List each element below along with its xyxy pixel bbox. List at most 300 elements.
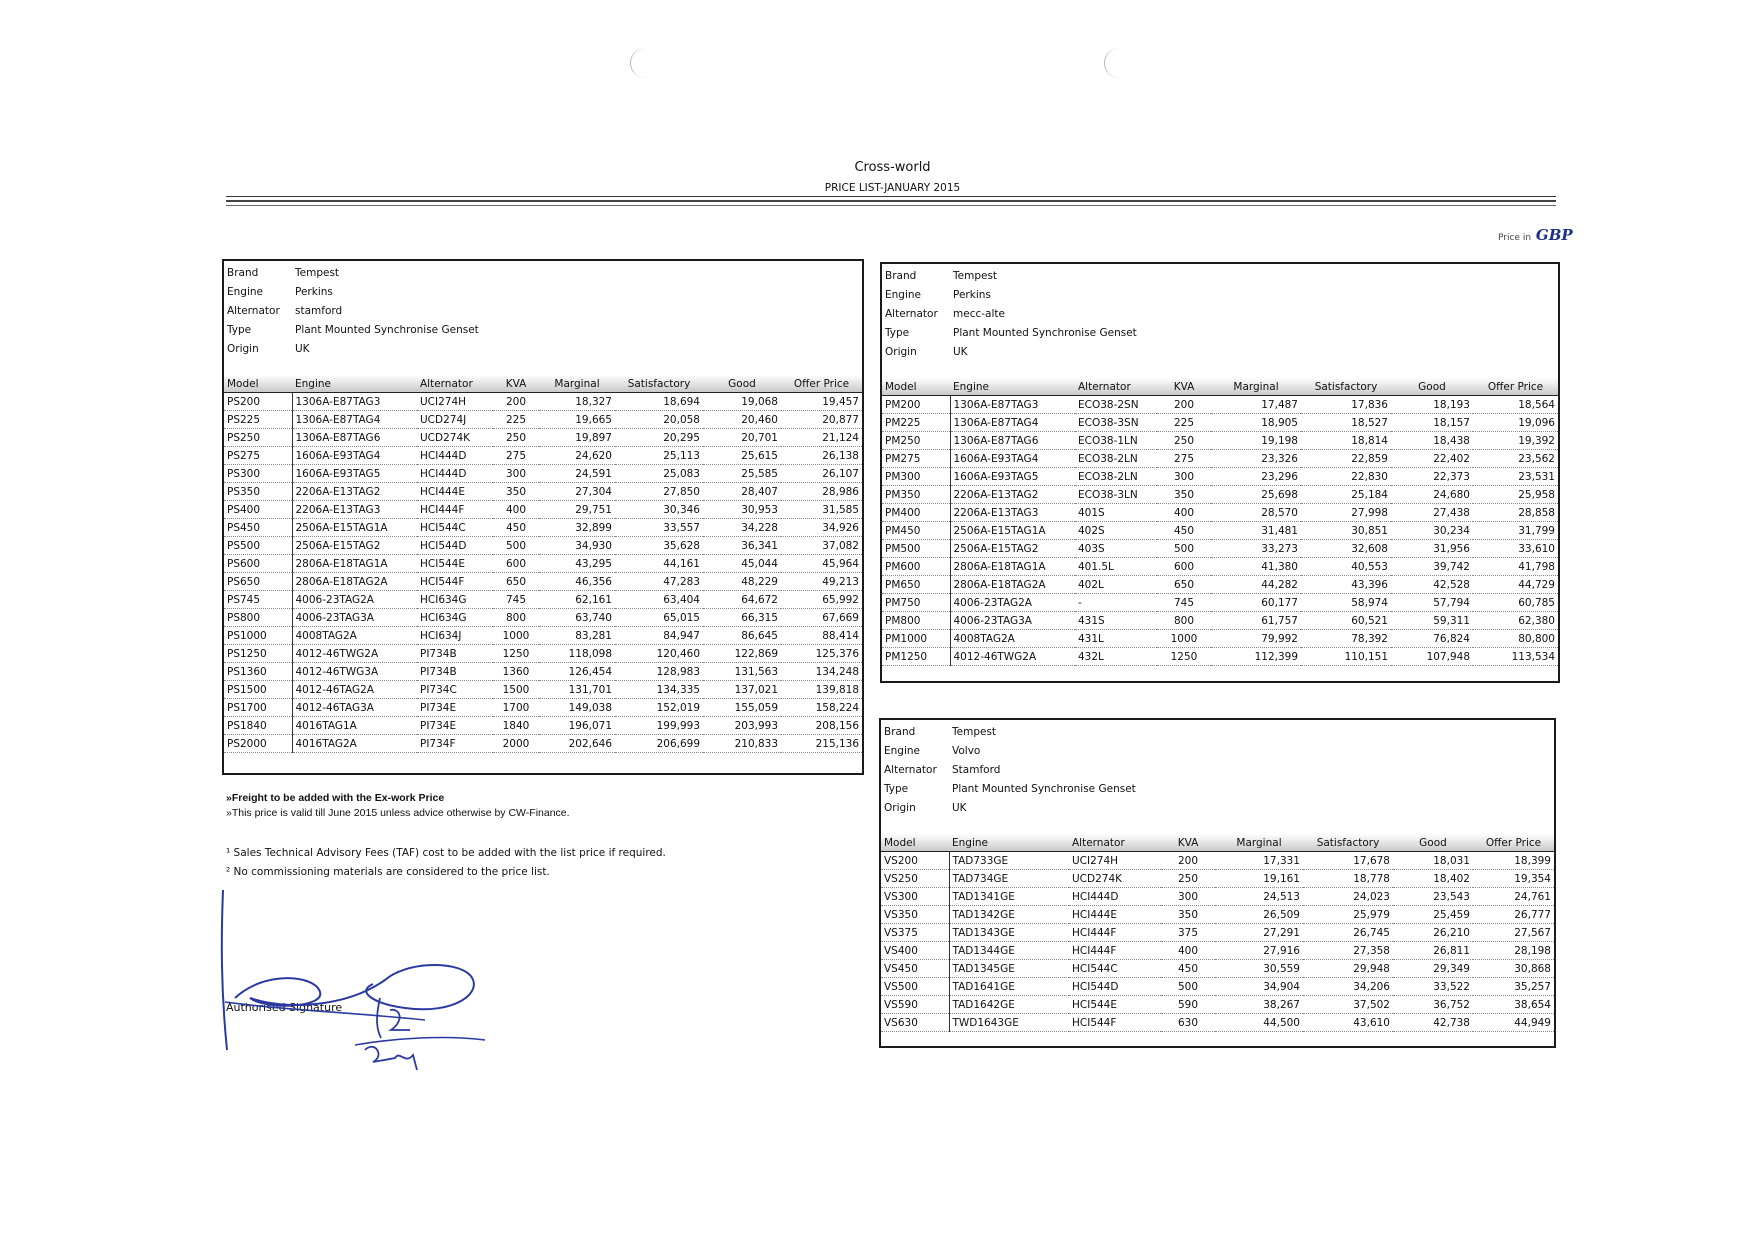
spec-label: Origin bbox=[227, 342, 259, 355]
column-header-kva: KVA bbox=[493, 375, 539, 393]
header-divider bbox=[226, 196, 1556, 197]
cell-satisfactory: 20,295 bbox=[615, 429, 703, 447]
cell-offer-price: 33,610 bbox=[1473, 540, 1558, 558]
cell-good: 29,349 bbox=[1393, 960, 1473, 978]
cell-good: 36,752 bbox=[1393, 996, 1473, 1014]
cell-kva: 400 bbox=[1157, 504, 1211, 522]
table-row bbox=[224, 483, 862, 501]
cell-engine: 2506A-E15TAG1A bbox=[950, 522, 1075, 540]
cell-marginal: 43,295 bbox=[539, 555, 615, 573]
cell-alternator: PI734C bbox=[417, 681, 493, 699]
cell-offer-price: 24,761 bbox=[1473, 888, 1554, 906]
cell-marginal: 79,992 bbox=[1211, 630, 1301, 648]
cell-good: 30,953 bbox=[703, 501, 781, 519]
cell-marginal: 19,198 bbox=[1211, 432, 1301, 450]
table-row bbox=[224, 663, 862, 681]
cell-model: VS350 bbox=[881, 906, 949, 924]
cell-offer-price: 134,248 bbox=[781, 663, 862, 681]
cell-model: PS800 bbox=[224, 609, 292, 627]
cell-engine: TAD1341GE bbox=[949, 888, 1069, 906]
cell-kva: 800 bbox=[493, 609, 539, 627]
cell-marginal: 24,591 bbox=[539, 465, 615, 483]
cell-offer-price: 38,654 bbox=[1473, 996, 1554, 1014]
cell-satisfactory: 60,521 bbox=[1301, 612, 1391, 630]
cell-engine: 4012-46TAG3A bbox=[292, 699, 417, 717]
cell-model: VS250 bbox=[881, 870, 949, 888]
cell-offer-price: 31,585 bbox=[781, 501, 862, 519]
price-currency-note bbox=[1498, 226, 1573, 244]
cell-satisfactory: 78,392 bbox=[1301, 630, 1391, 648]
spec-value: Stamford bbox=[952, 763, 1001, 776]
cell-marginal: 112,399 bbox=[1211, 648, 1301, 666]
cell-engine: 1306A-E87TAG3 bbox=[950, 396, 1075, 414]
cell-satisfactory: 37,502 bbox=[1303, 996, 1393, 1014]
cell-good: 19,068 bbox=[703, 393, 781, 411]
cell-model: VS500 bbox=[881, 978, 949, 996]
cell-kva: 500 bbox=[493, 537, 539, 555]
spec-label: Engine bbox=[227, 285, 263, 298]
cell-good: 42,738 bbox=[1393, 1014, 1473, 1032]
spec-row bbox=[882, 342, 1558, 361]
cell-good: 107,948 bbox=[1391, 648, 1473, 666]
cell-good: 122,869 bbox=[703, 645, 781, 663]
cell-kva: 1700 bbox=[493, 699, 539, 717]
cell-satisfactory: 33,557 bbox=[615, 519, 703, 537]
cell-satisfactory: 27,850 bbox=[615, 483, 703, 501]
cell-engine: 4008TAG2A bbox=[950, 630, 1075, 648]
cell-engine: 2506A-E15TAG1A bbox=[292, 519, 417, 537]
cell-kva: 1250 bbox=[493, 645, 539, 663]
column-header-engine: Engine bbox=[950, 378, 1075, 396]
cell-marginal: 34,930 bbox=[539, 537, 615, 555]
price-in-label: Price in bbox=[1498, 233, 1532, 243]
table-row bbox=[224, 465, 862, 483]
cell-model: PM275 bbox=[882, 450, 950, 468]
cell-engine: 1606A-E93TAG5 bbox=[950, 468, 1075, 486]
cell-alternator: HCI544C bbox=[417, 519, 493, 537]
cell-kva: 300 bbox=[493, 465, 539, 483]
cell-kva: 400 bbox=[1161, 942, 1215, 960]
cell-marginal: 44,282 bbox=[1211, 576, 1301, 594]
price-table bbox=[224, 375, 862, 753]
table-row bbox=[881, 978, 1554, 996]
cell-model: PM750 bbox=[882, 594, 950, 612]
cell-satisfactory: 22,859 bbox=[1301, 450, 1391, 468]
cell-offer-price: 45,964 bbox=[781, 555, 862, 573]
cell-good: 39,742 bbox=[1391, 558, 1473, 576]
cell-alternator: HCI444F bbox=[1069, 942, 1161, 960]
cell-engine: 4008TAG2A bbox=[292, 627, 417, 645]
spec-value: UK bbox=[952, 801, 967, 814]
cell-marginal: 126,454 bbox=[539, 663, 615, 681]
cell-kva: 500 bbox=[1157, 540, 1211, 558]
cell-model: PS275 bbox=[224, 447, 292, 465]
cell-kva: 200 bbox=[1157, 396, 1211, 414]
table-row bbox=[882, 486, 1558, 504]
price-table bbox=[881, 834, 1554, 1032]
cell-alternator: HCI444D bbox=[417, 465, 493, 483]
cell-satisfactory: 35,628 bbox=[615, 537, 703, 555]
cell-kva: 250 bbox=[1161, 870, 1215, 888]
cell-marginal: 62,161 bbox=[539, 591, 615, 609]
cell-model: PS350 bbox=[224, 483, 292, 501]
cell-marginal: 63,740 bbox=[539, 609, 615, 627]
cell-good: 64,672 bbox=[703, 591, 781, 609]
column-header-alternator: Alternator bbox=[1075, 378, 1157, 396]
cell-engine: TAD734GE bbox=[949, 870, 1069, 888]
spec-row bbox=[881, 760, 1554, 779]
table-header-row bbox=[881, 834, 1554, 852]
cell-kva: 745 bbox=[493, 591, 539, 609]
cell-alternator: UCD274K bbox=[1069, 870, 1161, 888]
cell-model: PS1360 bbox=[224, 663, 292, 681]
table-row bbox=[224, 447, 862, 465]
cell-engine: 2506A-E15TAG2 bbox=[292, 537, 417, 555]
spec-value: Perkins bbox=[295, 285, 333, 298]
price-table bbox=[882, 378, 1558, 666]
cell-kva: 225 bbox=[1157, 414, 1211, 432]
table-row bbox=[882, 432, 1558, 450]
cell-marginal: 25,698 bbox=[1211, 486, 1301, 504]
spec-label: Alternator bbox=[227, 304, 280, 317]
column-header-satisfactory: Satisfactory bbox=[1303, 834, 1393, 852]
cell-model: PM250 bbox=[882, 432, 950, 450]
spec-block bbox=[224, 261, 862, 375]
cell-kva: 350 bbox=[1161, 906, 1215, 924]
cell-satisfactory: 40,553 bbox=[1301, 558, 1391, 576]
header-divider bbox=[226, 205, 1556, 206]
table-row bbox=[881, 996, 1554, 1014]
table-row bbox=[224, 501, 862, 519]
cell-good: 22,402 bbox=[1391, 450, 1473, 468]
cell-alternator: ECO38-2LN bbox=[1075, 468, 1157, 486]
cell-good: 155,059 bbox=[703, 699, 781, 717]
cell-alternator: HCI444F bbox=[417, 501, 493, 519]
spec-label: Type bbox=[884, 782, 909, 795]
cell-offer-price: 88,414 bbox=[781, 627, 862, 645]
header-divider bbox=[226, 200, 1556, 202]
table-row bbox=[881, 906, 1554, 924]
cell-offer-price: 27,567 bbox=[1473, 924, 1554, 942]
cell-good: 45,044 bbox=[703, 555, 781, 573]
cell-good: 18,157 bbox=[1391, 414, 1473, 432]
cell-marginal: 19,665 bbox=[539, 411, 615, 429]
cell-satisfactory: 17,678 bbox=[1303, 852, 1393, 870]
cell-marginal: 196,071 bbox=[539, 717, 615, 735]
cell-alternator: HCI544E bbox=[417, 555, 493, 573]
cell-marginal: 34,904 bbox=[1215, 978, 1303, 996]
cell-model: PM1250 bbox=[882, 648, 950, 666]
column-header-good: Good bbox=[703, 375, 781, 393]
cell-engine: 4016TAG2A bbox=[292, 735, 417, 753]
cell-satisfactory: 27,358 bbox=[1303, 942, 1393, 960]
cell-satisfactory: 29,948 bbox=[1303, 960, 1393, 978]
cell-alternator: HCI634G bbox=[417, 591, 493, 609]
column-header-marginal: Marginal bbox=[539, 375, 615, 393]
spec-label: Alternator bbox=[884, 763, 937, 776]
spec-label: Engine bbox=[885, 288, 921, 301]
cell-marginal: 83,281 bbox=[539, 627, 615, 645]
cell-good: 18,031 bbox=[1393, 852, 1473, 870]
cell-alternator: UCD274K bbox=[417, 429, 493, 447]
cell-engine: TAD733GE bbox=[949, 852, 1069, 870]
cell-engine: 4012-46TAG2A bbox=[292, 681, 417, 699]
cell-good: 57,794 bbox=[1391, 594, 1473, 612]
cell-satisfactory: 43,396 bbox=[1301, 576, 1391, 594]
cell-marginal: 149,038 bbox=[539, 699, 615, 717]
spec-value: UK bbox=[953, 345, 968, 358]
cell-offer-price: 20,877 bbox=[781, 411, 862, 429]
cell-marginal: 18,327 bbox=[539, 393, 615, 411]
cell-engine: 4006-23TAG2A bbox=[292, 591, 417, 609]
spec-row bbox=[224, 320, 862, 339]
cell-good: 23,543 bbox=[1393, 888, 1473, 906]
cell-engine: 1306A-E87TAG3 bbox=[292, 393, 417, 411]
cell-satisfactory: 30,851 bbox=[1301, 522, 1391, 540]
table-row bbox=[882, 558, 1558, 576]
cell-engine: 1306A-E87TAG4 bbox=[950, 414, 1075, 432]
cell-kva: 400 bbox=[493, 501, 539, 519]
cell-satisfactory: 43,610 bbox=[1303, 1014, 1393, 1032]
cell-good: 25,585 bbox=[703, 465, 781, 483]
cell-alternator: 401S bbox=[1075, 504, 1157, 522]
table-row bbox=[224, 627, 862, 645]
cell-kva: 450 bbox=[1157, 522, 1211, 540]
table-row bbox=[881, 1014, 1554, 1032]
cell-satisfactory: 25,184 bbox=[1301, 486, 1391, 504]
cell-satisfactory: 58,974 bbox=[1301, 594, 1391, 612]
cell-alternator: HCI544E bbox=[1069, 996, 1161, 1014]
cell-good: 18,402 bbox=[1393, 870, 1473, 888]
cell-good: 76,824 bbox=[1391, 630, 1473, 648]
cell-model: PM600 bbox=[882, 558, 950, 576]
cell-model: PM225 bbox=[882, 414, 950, 432]
spec-row bbox=[882, 266, 1558, 285]
column-header-good: Good bbox=[1393, 834, 1473, 852]
cell-engine: 1606A-E93TAG4 bbox=[292, 447, 417, 465]
spec-value: Volvo bbox=[952, 744, 981, 757]
cell-alternator: ECO38-3SN bbox=[1075, 414, 1157, 432]
cell-engine: 2806A-E18TAG2A bbox=[292, 573, 417, 591]
spec-row bbox=[881, 798, 1554, 817]
column-header-engine: Engine bbox=[949, 834, 1069, 852]
cell-good: 18,438 bbox=[1391, 432, 1473, 450]
cell-marginal: 60,177 bbox=[1211, 594, 1301, 612]
table-row bbox=[882, 540, 1558, 558]
cell-engine: 4012-46TWG2A bbox=[950, 648, 1075, 666]
cell-model: PS400 bbox=[224, 501, 292, 519]
column-header-marginal: Marginal bbox=[1211, 378, 1301, 396]
footnote-taf: ¹ Sales Technical Advisory Fees (TAF) cost to be added with the list price if required. bbox=[226, 847, 666, 859]
spec-row bbox=[882, 304, 1558, 323]
cell-alternator: ECO38-2SN bbox=[1075, 396, 1157, 414]
cell-model: PS1700 bbox=[224, 699, 292, 717]
validity-note: »This price is valid till June 2015 unless advice otherwise by CW-Finance. bbox=[226, 807, 570, 819]
cell-kva: 745 bbox=[1157, 594, 1211, 612]
spec-row bbox=[224, 263, 862, 282]
column-header-satisfactory: Satisfactory bbox=[1301, 378, 1391, 396]
cell-offer-price: 41,798 bbox=[1473, 558, 1558, 576]
perkins-meccalte-price-table bbox=[880, 262, 1560, 683]
cell-kva: 250 bbox=[493, 429, 539, 447]
cell-marginal: 19,897 bbox=[539, 429, 615, 447]
table-row bbox=[224, 555, 862, 573]
cell-model: PS1500 bbox=[224, 681, 292, 699]
cell-offer-price: 30,868 bbox=[1473, 960, 1554, 978]
price-notes bbox=[226, 792, 666, 878]
cell-satisfactory: 63,404 bbox=[615, 591, 703, 609]
cell-model: PM400 bbox=[882, 504, 950, 522]
column-header-model: Model bbox=[881, 834, 949, 852]
spec-label: Brand bbox=[227, 266, 259, 279]
cell-kva: 630 bbox=[1161, 1014, 1215, 1032]
cell-offer-price: 23,531 bbox=[1473, 468, 1558, 486]
cell-marginal: 24,513 bbox=[1215, 888, 1303, 906]
cell-alternator: UCI274H bbox=[1069, 852, 1161, 870]
cell-model: PS1000 bbox=[224, 627, 292, 645]
table-row bbox=[882, 450, 1558, 468]
spec-row bbox=[881, 779, 1554, 798]
table-row bbox=[882, 612, 1558, 630]
cell-engine: 2506A-E15TAG2 bbox=[950, 540, 1075, 558]
cell-kva: 300 bbox=[1161, 888, 1215, 906]
cell-offer-price: 19,457 bbox=[781, 393, 862, 411]
column-header-offer-price: Offer Price bbox=[781, 375, 862, 393]
cell-satisfactory: 18,527 bbox=[1301, 414, 1391, 432]
cell-satisfactory: 20,058 bbox=[615, 411, 703, 429]
cell-model: VS590 bbox=[881, 996, 949, 1014]
table-row bbox=[224, 699, 862, 717]
table-header-row bbox=[882, 378, 1558, 396]
cell-satisfactory: 206,699 bbox=[615, 735, 703, 753]
column-header-model: Model bbox=[224, 375, 292, 393]
cell-kva: 450 bbox=[493, 519, 539, 537]
cell-kva: 225 bbox=[493, 411, 539, 429]
cell-good: 48,229 bbox=[703, 573, 781, 591]
cell-offer-price: 31,799 bbox=[1473, 522, 1558, 540]
cell-alternator: - bbox=[1075, 594, 1157, 612]
cell-satisfactory: 24,023 bbox=[1303, 888, 1393, 906]
cell-model: PS450 bbox=[224, 519, 292, 537]
cell-model: PM500 bbox=[882, 540, 950, 558]
table-row bbox=[881, 942, 1554, 960]
table-row bbox=[224, 681, 862, 699]
cell-offer-price: 208,156 bbox=[781, 717, 862, 735]
cell-model: PS600 bbox=[224, 555, 292, 573]
cell-engine: TAD1641GE bbox=[949, 978, 1069, 996]
cell-satisfactory: 18,814 bbox=[1301, 432, 1391, 450]
cell-good: 33,522 bbox=[1393, 978, 1473, 996]
cell-alternator: ECO38-3LN bbox=[1075, 486, 1157, 504]
table-row bbox=[224, 519, 862, 537]
cell-offer-price: 19,392 bbox=[1473, 432, 1558, 450]
cell-satisfactory: 18,694 bbox=[615, 393, 703, 411]
cell-offer-price: 34,926 bbox=[781, 519, 862, 537]
authorised-signature-label: Authorised Signature bbox=[226, 1001, 343, 1014]
table-row bbox=[882, 414, 1558, 432]
cell-offer-price: 62,380 bbox=[1473, 612, 1558, 630]
cell-good: 86,645 bbox=[703, 627, 781, 645]
spec-value: Tempest bbox=[953, 269, 998, 282]
cell-good: 24,680 bbox=[1391, 486, 1473, 504]
cell-offer-price: 26,777 bbox=[1473, 906, 1554, 924]
table-row bbox=[224, 591, 862, 609]
cell-model: PS500 bbox=[224, 537, 292, 555]
cell-offer-price: 113,534 bbox=[1473, 648, 1558, 666]
cell-marginal: 27,916 bbox=[1215, 942, 1303, 960]
cell-good: 131,563 bbox=[703, 663, 781, 681]
cell-satisfactory: 25,113 bbox=[615, 447, 703, 465]
cell-offer-price: 18,564 bbox=[1473, 396, 1558, 414]
cell-offer-price: 158,224 bbox=[781, 699, 862, 717]
cell-offer-price: 25,958 bbox=[1473, 486, 1558, 504]
cell-marginal: 30,559 bbox=[1215, 960, 1303, 978]
cell-marginal: 32,899 bbox=[539, 519, 615, 537]
column-header-good: Good bbox=[1391, 378, 1473, 396]
table-row bbox=[882, 504, 1558, 522]
cell-alternator: HCI444D bbox=[417, 447, 493, 465]
spec-value: Perkins bbox=[953, 288, 991, 301]
cell-engine: 2806A-E18TAG2A bbox=[950, 576, 1075, 594]
cell-marginal: 202,646 bbox=[539, 735, 615, 753]
cell-kva: 250 bbox=[1157, 432, 1211, 450]
cell-alternator: PI734F bbox=[417, 735, 493, 753]
cell-alternator: 401.5L bbox=[1075, 558, 1157, 576]
column-header-marginal: Marginal bbox=[1215, 834, 1303, 852]
cell-good: 34,228 bbox=[703, 519, 781, 537]
cell-satisfactory: 18,778 bbox=[1303, 870, 1393, 888]
cell-satisfactory: 25,979 bbox=[1303, 906, 1393, 924]
cell-model: PS650 bbox=[224, 573, 292, 591]
cell-marginal: 17,487 bbox=[1211, 396, 1301, 414]
cell-good: 26,210 bbox=[1393, 924, 1473, 942]
cell-alternator: 403S bbox=[1075, 540, 1157, 558]
cell-good: 59,311 bbox=[1391, 612, 1473, 630]
spec-row bbox=[224, 282, 862, 301]
cell-engine: TAD1345GE bbox=[949, 960, 1069, 978]
cell-model: VS400 bbox=[881, 942, 949, 960]
spec-value: stamford bbox=[295, 304, 343, 317]
cell-engine: 1306A-E87TAG6 bbox=[292, 429, 417, 447]
cell-offer-price: 125,376 bbox=[781, 645, 862, 663]
column-header-kva: KVA bbox=[1161, 834, 1215, 852]
cell-marginal: 26,509 bbox=[1215, 906, 1303, 924]
cell-engine: 2206A-E13TAG3 bbox=[292, 501, 417, 519]
cell-offer-price: 65,992 bbox=[781, 591, 862, 609]
cell-satisfactory: 27,998 bbox=[1301, 504, 1391, 522]
cell-good: 20,701 bbox=[703, 429, 781, 447]
cell-satisfactory: 22,830 bbox=[1301, 468, 1391, 486]
cell-kva: 600 bbox=[493, 555, 539, 573]
cell-marginal: 38,267 bbox=[1215, 996, 1303, 1014]
spec-row bbox=[224, 301, 862, 320]
spec-row bbox=[882, 285, 1558, 304]
cell-kva: 2000 bbox=[493, 735, 539, 753]
cell-alternator: HCI444E bbox=[1069, 906, 1161, 924]
cell-satisfactory: 134,335 bbox=[615, 681, 703, 699]
cell-model: PS2000 bbox=[224, 735, 292, 753]
cell-good: 42,528 bbox=[1391, 576, 1473, 594]
cell-kva: 275 bbox=[1157, 450, 1211, 468]
cell-engine: TAD1343GE bbox=[949, 924, 1069, 942]
table-row bbox=[882, 468, 1558, 486]
cell-marginal: 33,273 bbox=[1211, 540, 1301, 558]
cell-model: PM800 bbox=[882, 612, 950, 630]
cell-kva: 200 bbox=[1161, 852, 1215, 870]
cell-satisfactory: 128,983 bbox=[615, 663, 703, 681]
cell-marginal: 23,326 bbox=[1211, 450, 1301, 468]
cell-offer-price: 139,818 bbox=[781, 681, 862, 699]
